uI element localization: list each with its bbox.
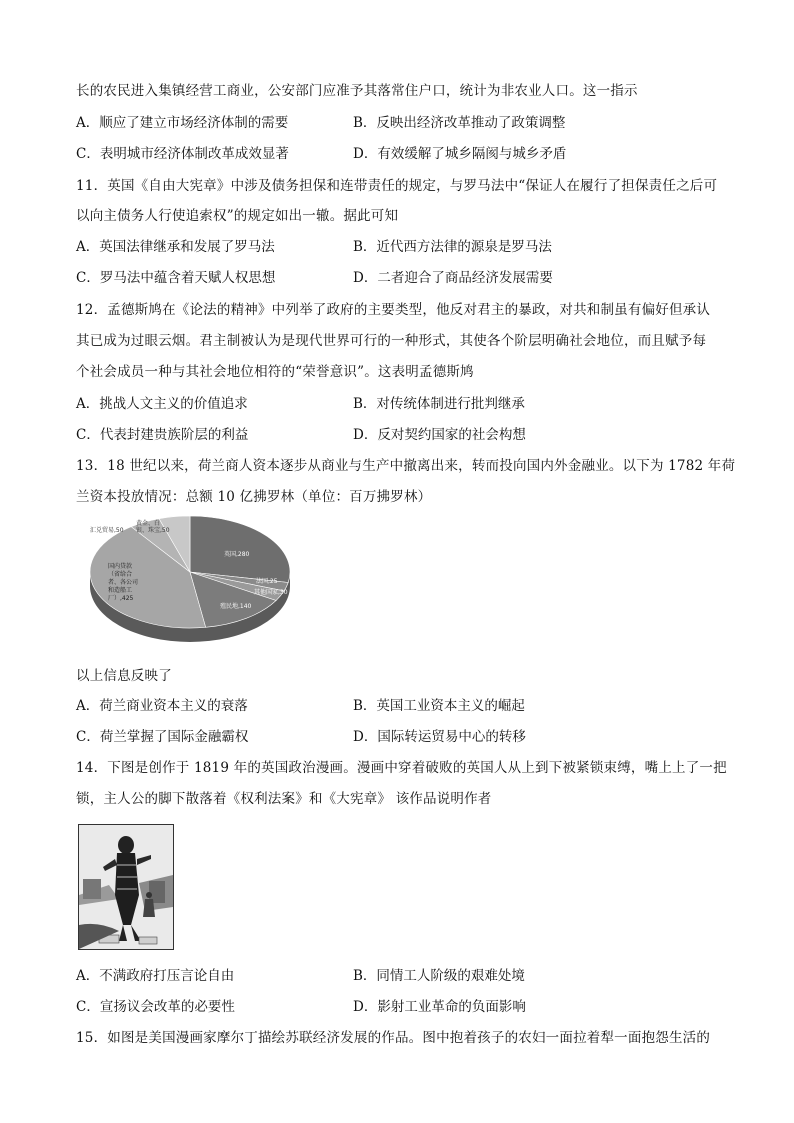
label-domestic-4: 和造船工 [108, 587, 133, 594]
q12-option-a[interactable]: A．挑战人文主义的价值追求 [76, 396, 248, 412]
q10-option-d[interactable]: D．有效缓解了城乡隔阂与城乡矛盾 [353, 146, 567, 162]
q11-option-d[interactable]: D．二者迎合了商品经济发展需要 [353, 270, 553, 286]
q14-stem-2: 锁，主人公的脚下散落着《权利法案》和《大宪章》 该作品说明作者 [76, 791, 492, 807]
q11-option-a[interactable]: A．英国法律继承和发展了罗马法 [76, 239, 275, 255]
q13-option-b[interactable]: B．英国工业资本主义的崛起 [353, 698, 525, 714]
intro-text: 长的农民进入集镇经营工商业，公安部门应准予其落常住户口，统计为非农业人口。这一指示 [76, 83, 638, 99]
label-gold-2: 银、珠宝,50 [136, 527, 170, 534]
q13-option-a[interactable]: A．荷兰商业资本主义的衰落 [76, 698, 248, 714]
label-other: 其他国家,30 [254, 589, 288, 596]
label-exchange: 汇兑贸易,50 [90, 527, 124, 534]
q11-stem-1: 11．英国《自由大宪章》中涉及债务担保和连带责任的规定，与罗马法中“保证人在履行了担保责任之后可 [76, 178, 718, 194]
q10-option-b[interactable]: B．反映出经济改革推动了政策调整 [353, 115, 566, 131]
q12-stem-3: 个社会成员一种与其社会地位相符的“荣誉意识”。这表明孟德斯鸠 [76, 364, 474, 380]
q12-stem-1: 12．孟德斯鸠在《论法的精神》中列举了政府的主要类型，他反对君主的暴政，对共和制虽有偏好但承认 [76, 302, 711, 318]
label-france: 法国,25 [256, 578, 278, 585]
q13-option-d[interactable]: D．国际转运贸易中心的转移 [353, 729, 526, 745]
label-domestic-1: 国内贷款 [108, 563, 133, 570]
label-domestic-2: （省给合 [108, 571, 133, 578]
q13-after: 以上信息反映了 [76, 668, 172, 684]
q15-stem-1: 15．如图是美国漫画家摩尔丁描绘苏联经济发展的作品。图中抱着孩子的农妇一面拉着犁一面抱怨生活的 [76, 1030, 711, 1046]
label-domestic-3: 者、各公司 [108, 579, 139, 586]
political-cartoon-image [78, 824, 174, 950]
q13-stem-2: 兰资本投放情况：总额 10 亿拂罗林（单位：百万拂罗林） [76, 489, 432, 505]
label-colony: 殖民地,140 [220, 603, 252, 610]
label-uk: 英国,280 [224, 551, 250, 558]
pie-slice-0 [190, 516, 290, 582]
q14-stem-1: 14．下图是创作于 1819 年的英国政治漫画。漫画中穿着破败的英国人从上到下被紧锁束缚，嘴上上了一把 [76, 760, 727, 776]
q13-option-c[interactable]: C．荷兰掌握了国际金融霸权 [76, 729, 249, 745]
q14-option-a[interactable]: A．不满政府打压言论自由 [76, 968, 235, 984]
q14-option-c[interactable]: C．宣扬议会改革的必要性 [76, 999, 235, 1015]
q14-option-b[interactable]: B．同情工人阶级的艰难处境 [353, 968, 525, 984]
q10-option-c[interactable]: C．表明城市经济体制改革成效显著 [76, 146, 289, 162]
q11-stem-2: 以向主债务人行使追索权”的规定如出一辙。据此可知 [76, 208, 399, 224]
q12-option-c[interactable]: C．代表封建贵族阶层的利益 [76, 427, 249, 443]
label-gold-1: 黄金、白 [136, 520, 161, 527]
capital-pie-chart [84, 510, 296, 652]
q12-option-b[interactable]: B．对传统体制进行批判继承 [353, 396, 525, 412]
q11-option-b[interactable]: B．近代西方法律的源泉是罗马法 [353, 239, 552, 255]
q11-option-c[interactable]: C．罗马法中蕴含着天赋人权思想 [76, 270, 276, 286]
q10-option-a[interactable]: A．顺应了建立市场经济体制的需要 [76, 115, 289, 131]
q14-option-d[interactable]: D．影射工业革命的负面影响 [353, 999, 526, 1015]
q13-stem-1: 13．18 世纪以来，荷兰商人资本逐步从商业与生产中撤离出来，转而投向国内外金融业。以下为 1782 年荷 [76, 458, 736, 474]
label-domestic-5: 厂）,425 [108, 595, 134, 602]
q12-stem-2: 其已成为过眼云烟。君主制被认为是现代世界可行的一种形式，其使各个阶层明确社会地位，而且赋予每 [76, 333, 707, 349]
q12-option-d[interactable]: D．反对契约国家的社会构想 [353, 427, 526, 443]
